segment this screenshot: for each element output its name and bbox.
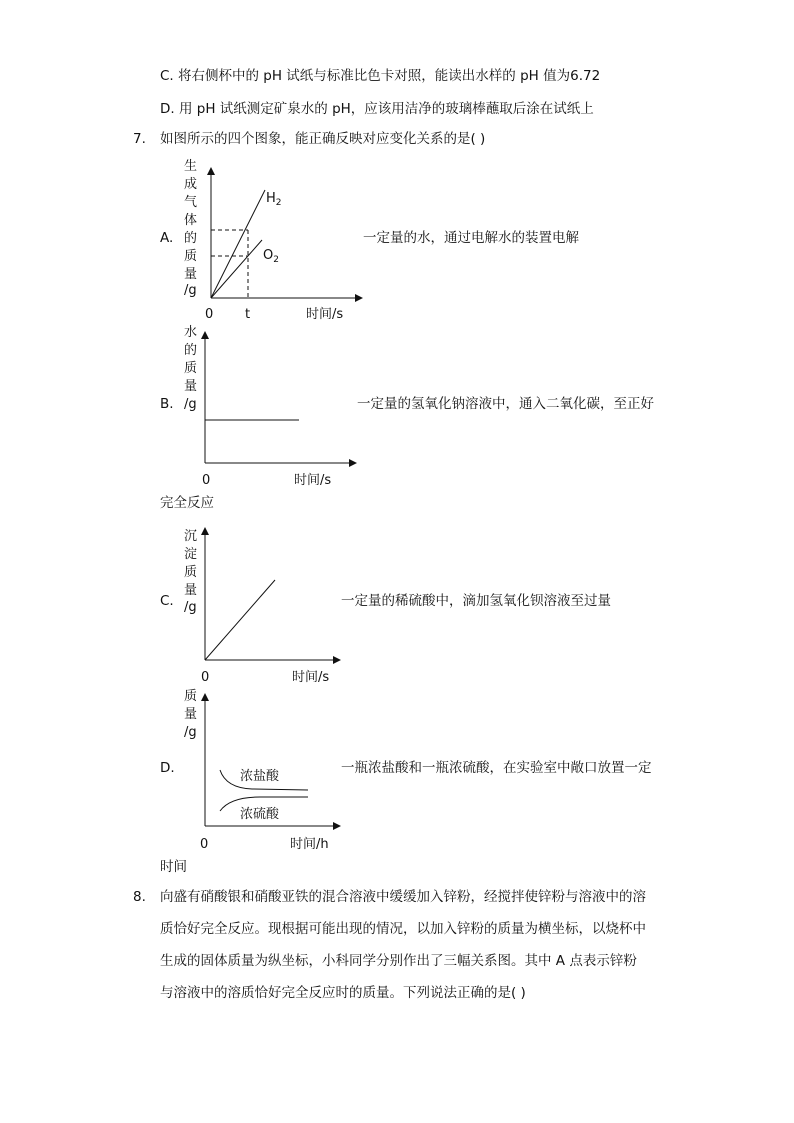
svg-text:质: 质	[184, 565, 198, 580]
svg-text:质: 质	[184, 249, 198, 264]
graph-a-o2-label: $O_2$	[263, 248, 279, 265]
option-d-description: 一瓶浓盐酸和一瓶浓硫酸，在实验室中敞口放置一定	[341, 760, 652, 776]
option-b-description-continued: 完全反应	[160, 495, 214, 511]
graph-d-y-label	[184, 689, 197, 740]
question-8-line-4: 与溶液中的溶质恰好完全反应时的质量。下列说法正确的是( )	[160, 985, 526, 1001]
option-b-description: 一定量的氢氧化钠溶液中，通入二氧化碳，至正好	[357, 396, 654, 412]
graph-d-label-hcl: 浓盐酸	[240, 769, 280, 784]
question-8-line-3: 生成的固体质量为纵坐标，小科同学分别作出了三幅关系图。其中 A 点表示锌粉	[160, 953, 637, 969]
question-stem-7: 如图所示的四个图象，能正确反映对应变化关系的是( )	[160, 131, 486, 147]
graph-a-x-label: 时间/s	[306, 307, 344, 322]
graph-d-x-label: 时间/h	[290, 837, 329, 852]
graph-a-o2-line	[211, 240, 262, 298]
svg-text:/g: /g	[184, 397, 197, 412]
graph-b	[184, 324, 356, 488]
graph-a-y-label	[184, 158, 197, 298]
svg-text:量: 量	[184, 379, 198, 394]
graph-c-precipitate-line	[205, 580, 275, 660]
option-d-q6: D. 用 pH 试纸测定矿泉水的 pH，应该用洁净的玻璃棒蘸取后涂在试纸上	[160, 101, 594, 117]
graph-a-t-label: t	[245, 307, 251, 322]
option-c-label: C.	[160, 593, 174, 609]
svg-text:气: 气	[184, 195, 198, 210]
svg-text:量: 量	[184, 267, 198, 282]
option-c-description: 一定量的稀硫酸中，滴加氢氧化钡溶液至过量	[341, 593, 611, 609]
svg-text:的: 的	[184, 231, 198, 246]
option-d-description-continued: 时间	[160, 859, 187, 875]
svg-text:/g: /g	[184, 725, 197, 740]
option-b-label: B.	[160, 396, 174, 412]
option-a-description: 一定量的水，通过电解水的装置电解	[363, 230, 579, 246]
svg-text:量: 量	[184, 707, 198, 722]
svg-text:/g: /g	[184, 600, 197, 615]
graph-b-x-label: 时间/s	[294, 473, 332, 488]
graph-c-x-label: 时间/s	[292, 670, 330, 685]
graph-b-origin: 0	[202, 473, 211, 488]
graph-c-origin: 0	[201, 670, 210, 685]
option-d-label: D.	[160, 760, 175, 776]
graph-a-h2-line	[211, 190, 265, 298]
graph-c-y-label	[184, 529, 197, 615]
svg-text:水: 水	[184, 325, 198, 340]
question-number-7: 7.	[133, 131, 146, 147]
svg-text:/g: /g	[184, 283, 197, 298]
svg-text:的: 的	[184, 343, 198, 358]
question-8-line-1: 向盛有硝酸银和硝酸亚铁的混合溶液中缓缓加入锌粉，经搅拌使锌粉与溶液中的溶	[160, 889, 646, 905]
graph-d-label-h2so4: 浓硫酸	[240, 807, 280, 822]
svg-text:淀: 淀	[184, 547, 198, 562]
graph-a-origin: 0	[205, 307, 214, 322]
svg-text:质: 质	[184, 361, 198, 376]
question-number-8: 8.	[133, 889, 146, 905]
graph-d-origin: 0	[200, 837, 209, 852]
svg-text:沉: 沉	[184, 529, 198, 544]
svg-text:质: 质	[184, 689, 198, 704]
svg-text:成: 成	[184, 177, 198, 192]
option-c-q6: C. 将右侧杯中的 pH 试纸与标准比色卡对照，能读出水样的 pH 值为6.72	[160, 68, 601, 84]
question-8-line-2: 质恰好完全反应。现根据可能出现的情况，以加入锌粉的质量为横坐标，以烧杯中	[160, 921, 646, 937]
graph-a	[184, 158, 362, 322]
graph-c	[184, 528, 340, 685]
graph-b-y-label	[184, 324, 197, 412]
graph-a-h2-label: $H_2$	[266, 191, 282, 208]
option-a-label: A.	[160, 230, 174, 246]
svg-text:量: 量	[184, 583, 198, 598]
graph-d	[184, 689, 340, 852]
svg-text:生: 生	[184, 159, 198, 174]
svg-text:体: 体	[184, 213, 198, 228]
